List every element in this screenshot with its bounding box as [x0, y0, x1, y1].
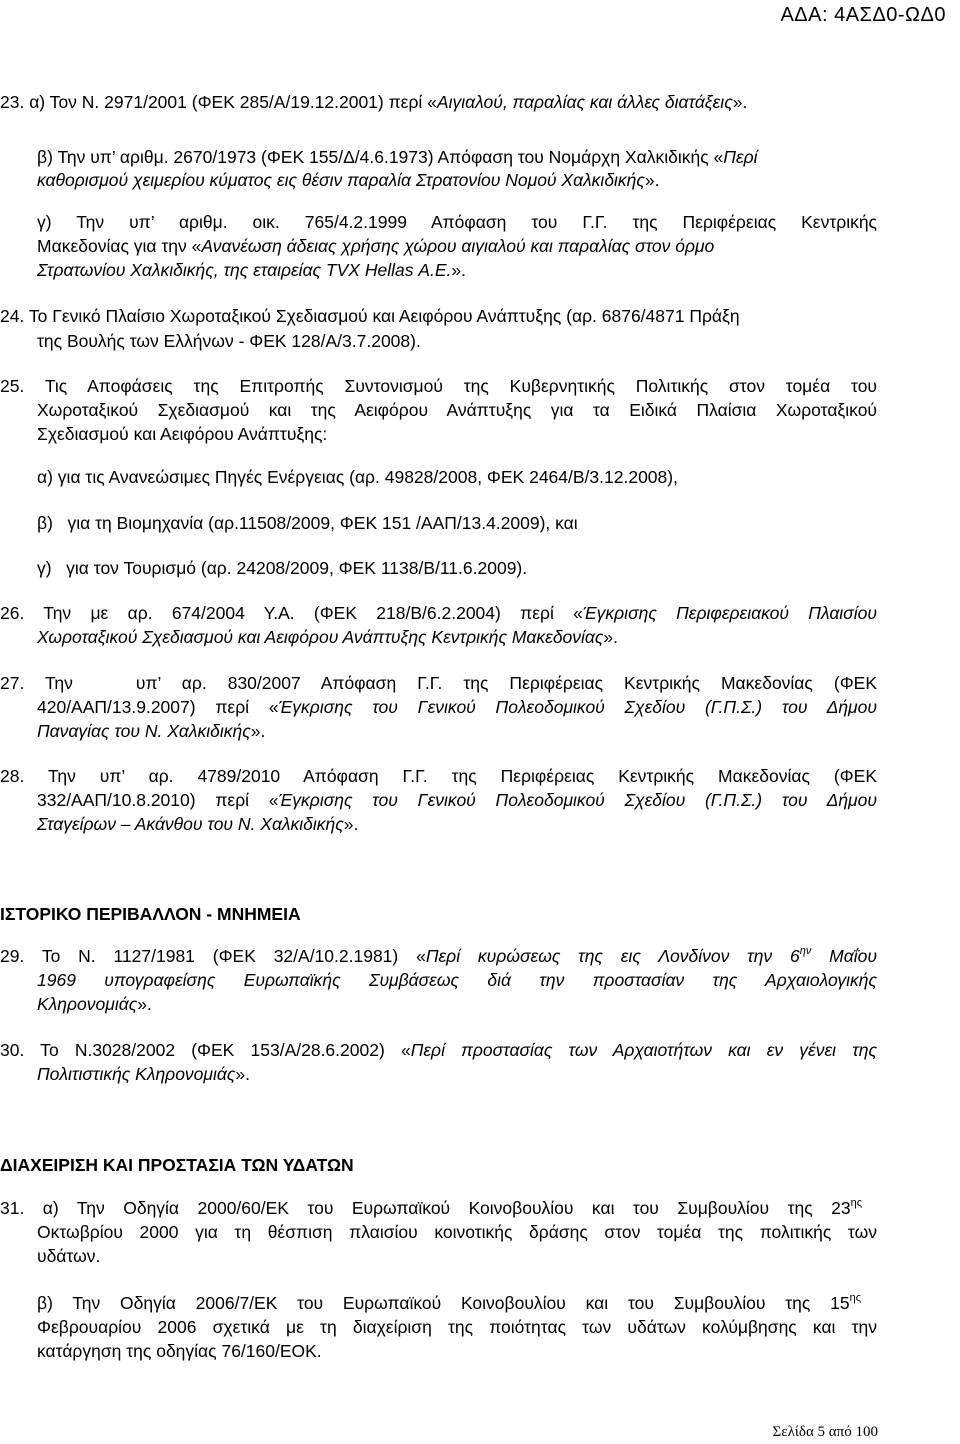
item-29-line2: 1969 υπογραφείσης Ευρωπαϊκής Συμβάσεως διά την προστασίαν της Αρχαιολογικής	[37, 970, 877, 990]
item-31b-line2: Φεβρουαρίου 2006 σχετικά με τη διαχείριση της ποιότητας των υδάτων κολύμβησης και την	[37, 1317, 877, 1337]
item-25-line2: Χωροταξικού Σχεδιασμού και της Αειφόρου Ανάπτυξης για τα Ειδικά Πλαίσια Χωροταξικού	[37, 400, 877, 420]
item-31a-line2: Οκτωβρίου 2000 για τη θέσπιση πλαισίου κοινοτικής δράσης στον τομέα της πολιτικής των	[37, 1222, 877, 1242]
item-29-line3: Κληρονομιάς».	[37, 994, 152, 1014]
section-title-water: ΔΙΑΧΕΙΡΙΣΗ ΚΑΙ ΠΡΟΣΤΑΣΙΑ ΤΩΝ ΥΔΑΤΩΝ	[0, 1155, 354, 1175]
item-29-line1: 29. Το Ν. 1127/1981 (ΦΕΚ 32/Α/10.2.1981) «Περί κυρώσεως της εις Λονδίνον την $6^{\eta\nu}$ Μαΐου	[0, 945, 877, 966]
item-24-line2: της Βουλής των Ελλήνων - ΦΕΚ 128/Α/3.7.2008).	[37, 331, 421, 351]
item-25-line1: 25. Τις Αποφάσεις της Επιτροπής Συντονισμού της Κυβερνητικής Πολιτικής στον τομέα του	[0, 376, 877, 396]
item-23c-line1: γ) Την υπ’ αριθμ. οικ. 765/4.2.1999 Απόφαση του Γ.Γ. της Περιφέρειας Κεντρικής	[37, 212, 877, 232]
ada-header: ΑΔΑ: 4ΑΣΔ0-ΩΔ0	[780, 4, 946, 26]
item-27-line3: Παναγίας του Ν. Χαλκιδικής».	[37, 721, 266, 741]
item-27-line1: 27. Την υπ’ αρ. 830/2007 Απόφαση Γ.Γ. της Περιφέρειας Κεντρικής Μακεδονίας (ΦΕΚ	[0, 673, 877, 693]
item-26-line1: 26. Την με αρ. 674/2004 Υ.Α. (ΦΕΚ 218/Β/6.2.2004) περί «Έγκρισης Περιφερειακού Πλαισίου	[0, 603, 877, 623]
item-25-line3: Σχεδιασμού και Αειφόρου Ανάπτυξης:	[37, 424, 328, 444]
item-25a: α) για τις Ανανεώσιμες Πηγές Ενέργειας (αρ. 49828/2008, ΦΕΚ 2464/Β/3.12.2008),	[37, 467, 678, 487]
item-30-line1: 30. Το Ν.3028/2002 (ΦΕΚ 153/Α/28.6.2002) «Περί προστασίας των Αρχαιοτήτων και εν γένει της	[0, 1040, 877, 1060]
item-27-line2: 420/ΑΑΠ/13.9.2007) περί «Έγκρισης του Γενικού Πολεοδομικού Σχεδίου (Γ.Π.Σ.) του Δήμου	[37, 697, 877, 717]
item-26-line2: Χωροταξικού Σχεδιασμού και Αειφόρου Ανάπτυξης Κεντρικής Μακεδονίας».	[37, 627, 619, 647]
item-23c-line2: Μακεδονίας για την «Ανανέωση άδειας χρήσης χώρου αιγιαλού και παραλίας στον όρμο	[37, 236, 715, 256]
item-25c: γ) για τον Τουρισμό (αρ. 24208/2009, ΦΕΚ 1138/Β/11.6.2009).	[37, 558, 528, 578]
item-23b-line2: καθορισμού χειμερίου κύματος εις θέσιν παραλία Στρατονίου Νομού Χαλκιδικής».	[37, 170, 660, 190]
item-31b-line3: κατάργηση της οδηγίας 76/160/ΕΟΚ.	[37, 1341, 322, 1361]
page-number: Σελίδα 5 από 100	[772, 1424, 878, 1440]
item-28-line2: 332/ΑΑΠ/10.8.2010) περί «Έγκρισης του Γενικού Πολεοδομικού Σχεδίου (Γ.Π.Σ.) του Δήμου	[37, 790, 877, 810]
section-title-historic: ΙΣΤΟΡΙΚΟ ΠΕΡΙΒΑΛΛΟΝ - ΜΝΗΜΕΙΑ	[0, 904, 301, 924]
item-31a-line1: 31. α) Την Οδηγία 2000/60/ΕΚ του Ευρωπαϊκού Κοινοβουλίου και του Συμβουλίου της $23^{\eta\varsigma}$	[0, 1197, 862, 1218]
item-31b-line1: β) Την Οδηγία 2006/7/ΕΚ του Ευρωπαϊκού Κοινοβουλίου και του Συμβουλίου της $15^{\eta\varsigma}$	[37, 1292, 861, 1313]
item-23b-line1: β) Την υπ’ αριθμ. 2670/1973 (ΦΕΚ 155/Δ/4.6.1973) Απόφαση του Νομάρχη Χαλκιδικής «Περί	[37, 147, 758, 167]
item-23c-line3: Στρατωνίου Χαλκιδικής, της εταιρείας TVX Hellas Α.Ε.».	[37, 260, 466, 280]
item-28-line1: 28. Την υπ’ αρ. 4789/2010 Απόφαση Γ.Γ. της Περιφέρειας Κεντρικής Μακεδονίας (ΦΕΚ	[0, 766, 877, 786]
item-24-line1: 24. Το Γενικό Πλαίσιο Χωροταξικού Σχεδιασμού και Αειφόρου Ανάπτυξης (αρ. 6876/4871 Πράξη	[0, 306, 740, 326]
item-28-line3: Σταγείρων – Ακάνθου του Ν. Χαλκιδικής».	[37, 814, 359, 834]
item-31a-line3: υδάτων.	[37, 1246, 101, 1266]
item-25b: β) για τη Βιομηχανία (αρ.11508/2009, ΦΕΚ 151 /ΑΑΠ/13.4.2009), και	[37, 513, 578, 533]
item-30-line2: Πολιτιστικής Κληρονομιάς».	[37, 1064, 250, 1084]
item-23a: 23. α) Τον Ν. 2971/2001 (ΦΕΚ 285/Α/19.12.2001) περί «Αιγιαλού, παραλίας και άλλες διατάξεις».	[0, 92, 748, 112]
